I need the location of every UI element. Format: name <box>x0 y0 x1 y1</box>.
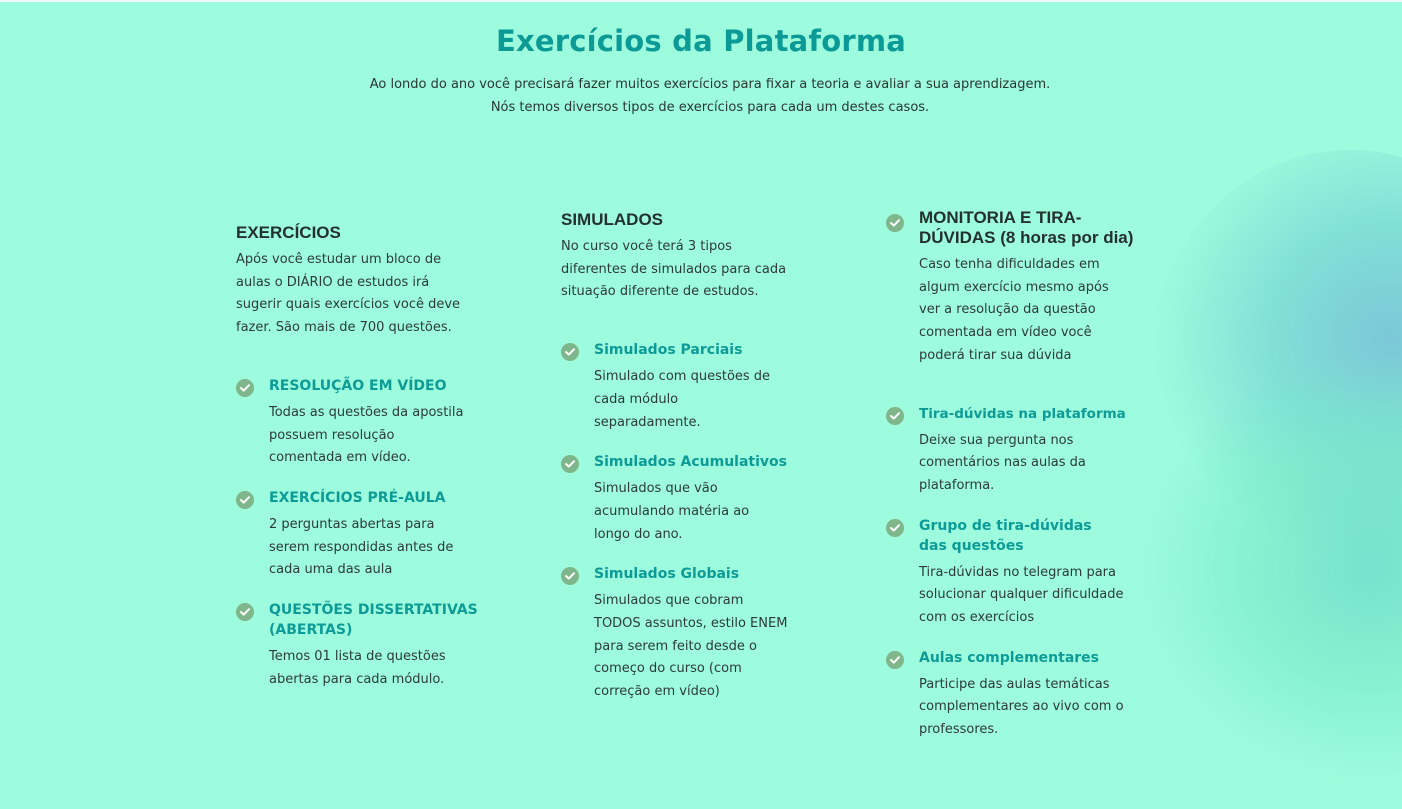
feature-item <box>561 340 811 434</box>
top-border <box>0 0 1402 2</box>
feature-item <box>236 488 486 582</box>
feature-item <box>886 404 1136 498</box>
section-heading: EXERCÍCIOS <box>236 223 341 242</box>
check-circle-icon <box>561 567 579 585</box>
column-monitoria <box>886 208 1136 742</box>
decorative-gradient-blue <box>1150 150 1402 570</box>
feature-description: Simulado com questões de cada módulo separadamente. <box>594 369 771 430</box>
check-circle-icon <box>236 603 254 621</box>
feature-title: Simulados Acumulativos <box>594 454 787 471</box>
feature-title: Aulas complementares <box>919 649 1099 666</box>
feature-item <box>886 648 1136 742</box>
feature-title: Simulados Parciais <box>594 342 743 359</box>
check-circle-icon <box>561 455 579 473</box>
feature-title: Tira-dúvidas na plataforma <box>919 405 1126 422</box>
check-circle-icon <box>886 651 904 669</box>
feature-description: Participe das aulas temáticas complementares ao vivo com o professores. <box>919 676 1124 738</box>
feature-description: Simulados que vão acumulando matéria ao longo do ano. <box>594 481 750 542</box>
check-circle-icon <box>236 491 254 509</box>
check-circle-icon <box>236 379 254 397</box>
feature-title: Simulados Globais <box>594 566 740 583</box>
subtitle-line-1: Ao londo do ano você precisará fazer muitos exercícios para fixar a teoria e avaliar a sua aprendizagem. <box>369 77 1051 92</box>
feature-item <box>561 452 811 546</box>
feature-item <box>561 564 811 704</box>
feature-title: EXERCÍCIOS PRÉ-AULA <box>269 489 446 506</box>
column-exercicios <box>236 223 486 691</box>
feature-item <box>236 600 486 691</box>
column-simulados <box>561 210 811 704</box>
check-circle-icon <box>886 519 904 537</box>
section-description: Após você estudar um bloco de aulas o DIÁRIO de estudos irá sugerir quais exercícios você deve fazer. São mais de 700 questões. <box>236 252 461 336</box>
feature-title: Grupo de tira-dúvidas das questões <box>919 517 1092 554</box>
feature-description: Deixe sua pergunta nos comentários nas aulas da plataforma. <box>919 432 1086 493</box>
feature-description: Simulados que cobram TODOS assuntos, estilo ENEM para serem feito desde o começo do curso (com correção em vídeo) <box>594 593 788 700</box>
feature-title: QUESTÕES DISSERTATIVAS (ABERTAS) <box>269 602 478 639</box>
feature-description: Tira-dúvidas no telegram para solucionar qualquer dificuldade com os exercícios <box>919 564 1124 626</box>
check-circle-icon <box>561 343 579 361</box>
subtitle-line-2: Nós temos diversos tipos de exercícios para cada um destes casos. <box>490 100 930 115</box>
feature-description: Todas as questões da apostila possuem resolução comentada em vídeo. <box>269 404 464 466</box>
page-subtitle <box>0 73 1402 119</box>
check-circle-icon <box>886 407 904 425</box>
section-description: Caso tenha dificuldades em algum exercício mesmo após ver a resolução da questão comentada em vídeo você poderá tirar sua dúvida <box>919 257 1109 363</box>
feature-item <box>236 376 486 470</box>
page-title: Exercícios da Plataforma <box>495 24 907 58</box>
feature-description: Temos 01 lista de questões abertas para cada módulo. <box>269 649 446 687</box>
section-heading: MONITORIA E TIRA-DÚVIDAS (8 horas por dia) <box>919 208 1134 247</box>
section-description: No curso você terá 3 tipos diferentes de simulados para cada situação diferente de estudos. <box>561 239 787 300</box>
feature-item <box>886 516 1136 630</box>
decorative-gradient-green <box>1140 360 1402 780</box>
section-header <box>886 208 1136 368</box>
feature-title: RESOLUÇÃO EM VÍDEO <box>269 377 447 394</box>
check-circle-icon <box>886 214 904 232</box>
section-heading: SIMULADOS <box>561 210 663 229</box>
feature-description: 2 perguntas abertas para serem respondidas antes de cada uma das aula <box>269 516 454 578</box>
